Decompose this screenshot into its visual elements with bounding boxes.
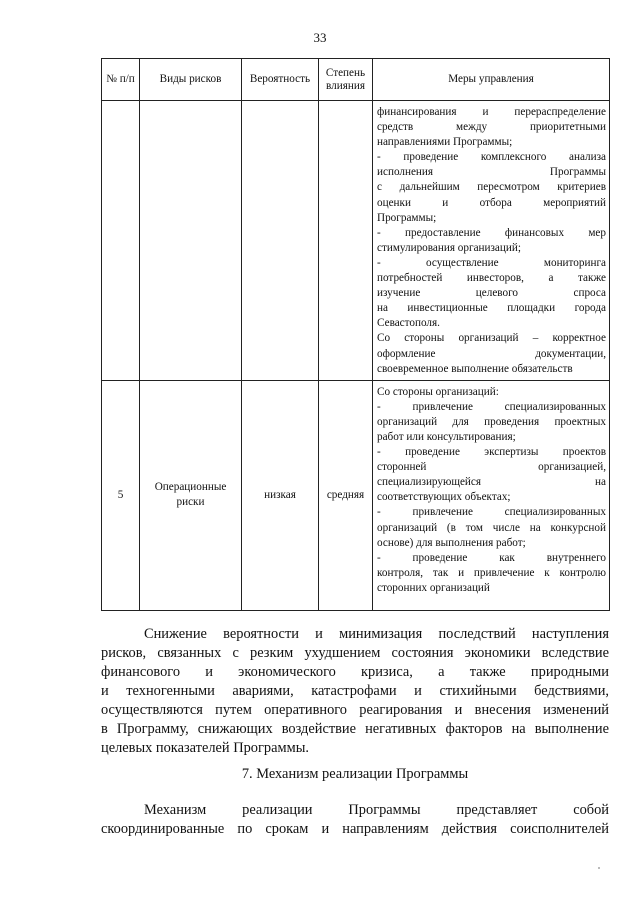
- measures-line: оценки и отбора мероприятий: [377, 196, 606, 209]
- measures-line: - проведение комплексного анализа: [377, 151, 606, 164]
- measures-line: сторонних организаций: [377, 581, 490, 594]
- cell-impact: [319, 101, 373, 381]
- table-header-row: [102, 59, 610, 101]
- paragraph-line: и техногенными авариями, катастрофами и стихийными бедствиями,: [101, 683, 609, 699]
- section-title: 7. Механизм реализации Программы: [241, 766, 469, 782]
- measures-line: сторонней организацией,: [377, 461, 606, 474]
- measures-line: изучение целевого спроса: [377, 287, 606, 300]
- cell-probability: низкая: [242, 380, 319, 610]
- measures-line: специализирующейся на: [377, 476, 606, 489]
- measures-line: финансирования и перераспределение: [377, 106, 606, 118]
- cell-probability: [242, 101, 319, 381]
- measures-line: оформление документации,: [377, 347, 606, 360]
- measures-line: Севастополя.: [377, 317, 440, 330]
- cell-num: 5: [102, 380, 140, 610]
- measures-line: на инвестиционные площадки города: [377, 302, 606, 315]
- cell-num: [102, 101, 140, 381]
- paragraph-risk-mitigation: [101, 625, 609, 758]
- measures-line: основе) для выполнения работ;: [377, 536, 526, 549]
- measures-line: организаций (в том числе на конкурсной: [377, 521, 606, 534]
- page-number: 33: [313, 30, 327, 45]
- paragraph-line: целевых показателей Программы.: [101, 740, 309, 756]
- scan-artifact: [598, 867, 600, 869]
- header-probability: Вероятность: [242, 59, 319, 101]
- paragraph-mechanism: [101, 801, 609, 839]
- header-risk-types: Виды рисков: [140, 59, 242, 101]
- measures-line: направлениями Программы;: [377, 136, 513, 149]
- measures-line: работ или консультирования;: [377, 430, 516, 443]
- measures-line: - привлечение специализированных: [377, 400, 606, 413]
- paragraph-line: осуществляются путем оперативного реагирования и внесения изменений: [101, 702, 609, 718]
- measures-line: Программы;: [377, 211, 437, 224]
- measures-line: организаций для проведения проектных: [377, 415, 606, 428]
- measures-line: - проведение экспертизы проектов: [377, 446, 606, 459]
- cell-measures: [373, 380, 610, 610]
- paragraph-line: в Программу, снижающих воздействие негативных факторов на выполнение: [101, 721, 609, 737]
- measures-line: своевременное выполнение обязательств: [377, 362, 573, 375]
- measures-line: контроля, так и привлечение к контролю: [377, 566, 606, 579]
- measures-line: Со стороны организаций – корректное: [377, 332, 606, 345]
- measures-line: - предоставление финансовых мер: [377, 226, 606, 239]
- measures-line: средств между приоритетными: [377, 121, 606, 134]
- table-row: [102, 380, 610, 610]
- paragraph-line: скоординированные по срокам и направлениям действия соисполнителей: [101, 821, 609, 837]
- cell-risk-type: Операционные риски: [140, 380, 242, 610]
- table-row: [102, 101, 610, 381]
- measures-line: стимулирования организаций;: [377, 241, 521, 254]
- paragraph-line: Снижение вероятности и минимизация последствий наступления: [144, 626, 609, 642]
- measures-line: потребностей инвесторов, а также: [377, 272, 606, 285]
- paragraph-line: рисков, связанных с резким ухудшением состояния экономики вследствие: [101, 645, 609, 661]
- header-measures: Меры управления: [373, 59, 610, 101]
- cell-measures: [373, 101, 610, 381]
- measures-line: - проведение как внутреннего: [377, 551, 606, 564]
- measures-line: - привлечение специализированных: [377, 506, 606, 519]
- header-impact: Степень влияния: [319, 59, 373, 101]
- risk-table: [101, 58, 610, 611]
- measures-line: Со стороны организаций:: [377, 385, 499, 398]
- measures-line: соответствующих объектах;: [377, 491, 511, 504]
- paragraph-line: финансового и экономического кризиса, а также природными: [101, 664, 609, 680]
- measures-line: исполнения Программы: [377, 166, 606, 179]
- cell-risk-type: [140, 101, 242, 381]
- header-num: № п/п: [102, 59, 140, 101]
- cell-impact: средняя: [319, 380, 373, 610]
- measures-line: с дальнейшим пересмотром критериев: [377, 181, 606, 194]
- measures-line: - осуществление мониторинга: [377, 256, 606, 269]
- paragraph-line: Механизм реализации Программы представляет собой: [144, 802, 609, 818]
